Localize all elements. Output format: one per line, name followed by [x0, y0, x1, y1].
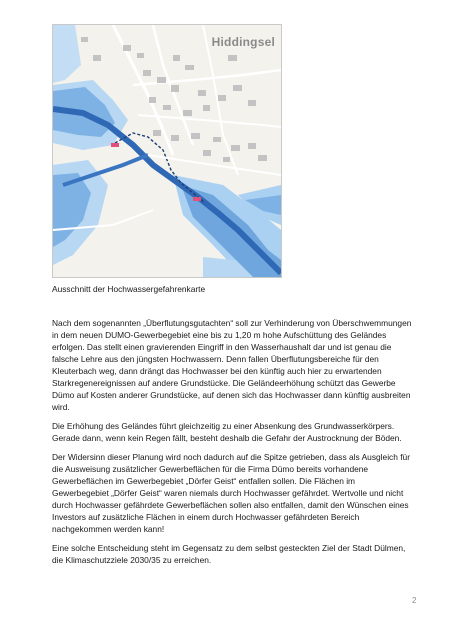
figure-caption: Ausschnitt der Hochwassergefahrenkarte [52, 284, 206, 294]
map-graphic [53, 25, 281, 277]
paragraph: Die Erhöhung des Geländes führt gleichzeitig zu einer Absenkung des Grundwasserkörpers. Gerade dann, wenn kein Regen fällt, besteht deshalb die Gefahr der Austrocknung der Böden. [52, 421, 402, 443]
body-text [52, 317, 412, 573]
paragraph: Der Widersinn dieser Planung wird noch dadurch auf die Spitze getrieben, dass als Ausgleich für die Ausweisung zusätzlicher Gewerbeflächen für die Firma Dümo bereits vorhandene Gewerbeflächen im Gewerbegebiet „Dörfer Geist“ entfallen sollen. Die Flächen im Gewerbegebiet „Dörfer Geist“ waren niemals durch Hochwasser gefährdet. Wertvolle und nicht durch Hochwasser gefährdete Gewerbeflächen sollen also entfallen, damit den Wünschen eines Investors auf zusätzliche Flächen in einem durch Hochwasser gefährdeten Bereich nachgekommen werden kann! [52, 452, 410, 534]
paragraph: Eine solche Entscheidung steht im Gegensatz zu dem selbst gesteckten Ziel der Stadt Dülmen, die Klimaschutzziele 2030/35 zu erreichen. [52, 543, 406, 565]
paragraph: Nach dem sogenannten „Überflutungsgutachten“ soll zur Verhinderung von Überschwemmungen in dem neuen DUMO-Gewerbegebiet eine bis zu 1,20 m hohe Aufschüttung des Geländes erfolgen. Das stellt einen gravierenden Eingriff in den Wasserhaushalt dar und ist genau die falsche Lehre aus den jüngsten Hochwassern. Denn fallen Überflutungsbereiche für den Kleuterbach weg, dann drängt das Hochwasser bei den künftig auch hier zu erwartenden Starkregenereignissen auf andere Grundstücke. Die Geländeerhöhung schützt das Gewerbe Dümo auf Kosten anderer Grundstücke, auf denen sich das Hochwasser dann künftig ausbreiten wird. [52, 318, 412, 412]
flood-hazard-map [52, 24, 282, 278]
page-number: 2 [412, 596, 417, 605]
map-place-label: Hiddingsel [211, 35, 275, 49]
